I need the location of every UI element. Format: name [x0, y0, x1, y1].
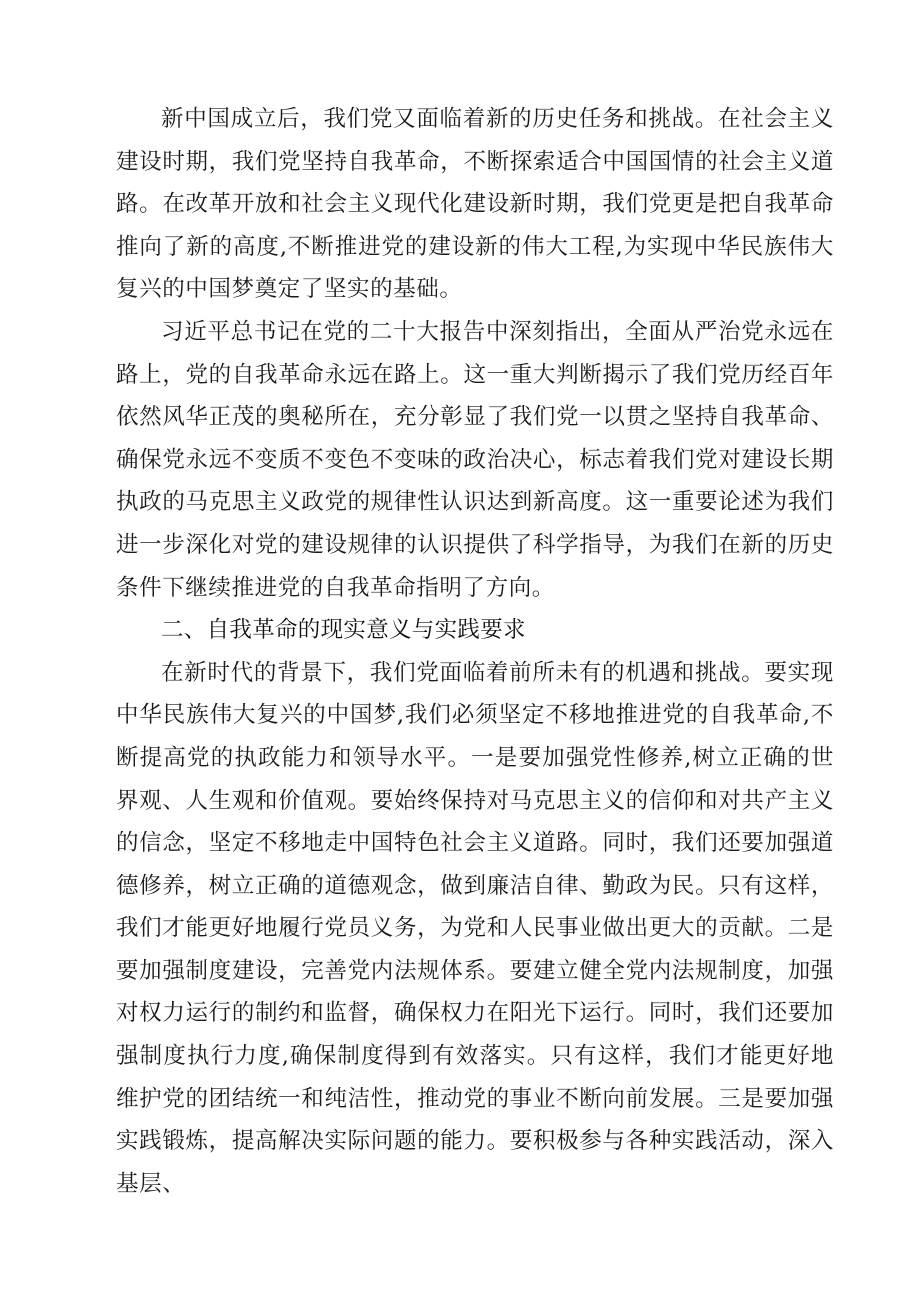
paragraph-1: 新中国成立后，我们党又面临着新的历史任务和挑战。在社会主义建设时期，我们党坚持自我革命，不断探索适合中国国情的社会主义道路。在改革开放和社会主义现代化建设新时期，我们党更是把自我革命推向了新的高度,不断推进党的建设新的伟大工程,为实现中华民族伟大复兴的中国梦奠定了坚实的基础。	[116, 106, 834, 303]
document-body	[116, 98, 834, 1205]
paragraph-2: 习近平总书记在党的二十大报告中深刻指出，全面从严治党永远在路上，党的自我革命永远在路上。这一重大判断揭示了我们党历经百年依然风华正茂的奥秘所在，充分彰显了我们党一以贯之坚持自我革命、确保党永远不变质不变色不变味的政治决心，标志着我们党对建设长期执政的马克思主义政党的规律性认识达到新高度。这一重要论述为我们进一步深化对党的建设规律的认识提供了科学指导，为我们在新的历史条件下继续推进党的自我革命指明了方向。	[116, 318, 834, 601]
paragraph-3: 在新时代的背景下，我们党面临着前所未有的机遇和挑战。要实现中华民族伟大复兴的中国梦,我们必须坚定不移地推进党的自我革命,不断提高党的执政能力和领导水平。一是要加强党性修养,树立正确的世界观、人生观和价值观。要始终保持对马克思主义的信仰和对共产主义的信念，坚定不移地走中国特色社会主义道路。同时，我们还要加强道德修养，树立正确的道德观念，做到廉洁自律、勤政为民。只有这样，我们才能更好地履行党员义务，为党和人民事业做出更大的贡献。二是要加强制度建设，完善党内法规体系。要建立健全党内法规制度，加强对权力运行的制约和监督，确保权力在阳光下运行。同时，我们还要加强制度执行力度,确保制度得到有效落实。只有这样，我们才能更好地维护党的团结统一和纯洁性，推动党的事业不断向前发展。三是要加强实践锻炼，提高解决实际问题的能力。要积极参与各种实践活动，深入基层、	[116, 659, 834, 1197]
section-heading: 二、自我革命的现实意义与实践要求	[161, 617, 526, 644]
